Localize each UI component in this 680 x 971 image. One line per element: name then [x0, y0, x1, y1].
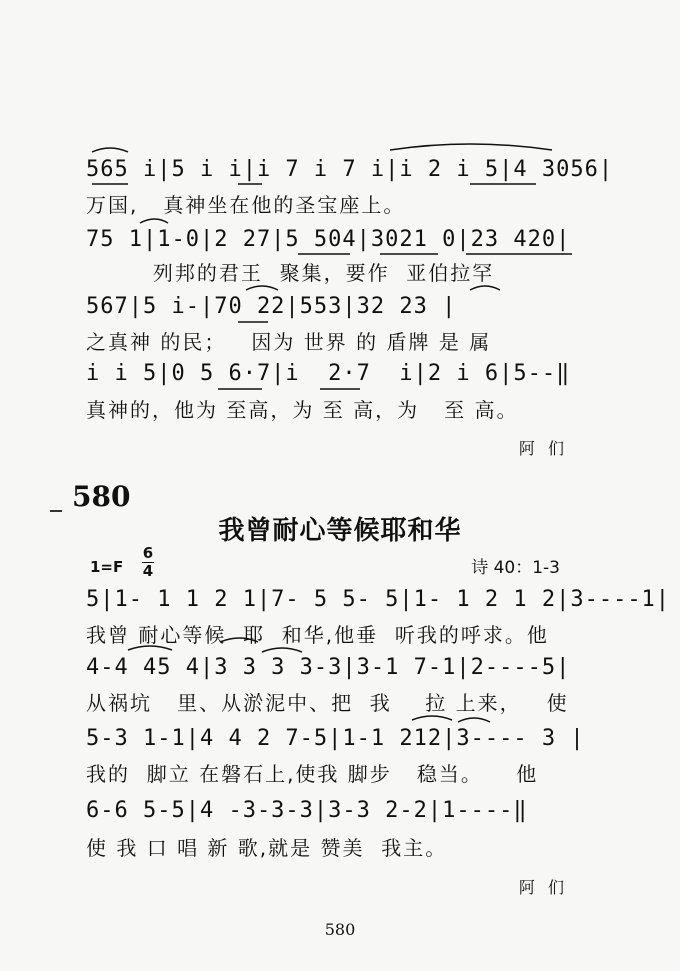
lyric-line-4: 使 我 口 唱 新 歌,就是 赞美 我主。 [86, 836, 448, 860]
slur-mark [390, 144, 552, 150]
lyric-line-prev-2: 列邦的君王 聚集，要作 亚伯拉罕 [86, 261, 495, 285]
amen-prev: 阿 们 [518, 439, 568, 458]
notation-line-prev-3: 567|5 i-|70 22|553|32 23 | [86, 294, 457, 319]
slur-mark [246, 286, 278, 290]
key-signature: 1=F [90, 558, 124, 576]
notation-line-1: 5|1- 1 1 2 1|7- 5 5- 5|1- 1 2 1 2|3----1| [86, 587, 671, 612]
time-signature-bottom: 4 [142, 562, 154, 580]
slur-mark [458, 718, 490, 722]
notation-line-2: 4-4 45 4|3 3 3 3-3|3-1 7-1|2----5| [86, 655, 571, 680]
lyric-line-prev-4: 真神的，他为 至高，为 至 高，为 至 高。 [86, 398, 519, 422]
slur-mark [470, 286, 500, 290]
notation-line-4: 6-6 5-5|4 -3-3-3|3-3 2-2|1----‖ [86, 798, 528, 823]
amen: 阿 们 [518, 878, 568, 897]
page-number: 580 [324, 920, 356, 939]
notation-line-prev-2: 75 1|1-0|2 27|5 504|3021 0|23 420| [86, 227, 571, 252]
notation-line-prev-1: 565 i|5 i i|i 7 i 7 i|i 2 i 5|4 3056| [86, 157, 614, 182]
lyric-line-3: 我的 脚立 在磐石上,使我 脚步 稳当。 他 [86, 762, 539, 786]
slur-mark [412, 716, 452, 720]
scripture-reference: 诗 40：1-3 [471, 558, 560, 578]
slur-mark [140, 219, 168, 223]
notation-line-prev-4: i i 5|0 5 6·7|i 2·7 i|2 i 6|5--‖ [86, 361, 571, 386]
hymn-title: 我曾耐心等候耶和华 [218, 516, 462, 546]
slur-mark [262, 648, 302, 652]
lyric-line-1: 我曾 耐心等候 耶 和华,他垂 听我的呼求。他 [86, 623, 549, 647]
slur-mark [128, 646, 172, 650]
lyric-line-prev-3: 之真神 的民； 因为 世界 的 盾牌 是 属 [86, 330, 492, 354]
lyric-line-prev-1: 万国, 真神坐在他的圣宝座上。 [86, 193, 406, 217]
slur-mark [92, 148, 128, 152]
slur-mark [220, 638, 258, 642]
hymn-number: 580 [72, 480, 131, 513]
time-signature-top: 6 [142, 544, 154, 562]
notation-line-3: 5-3 1-1|4 4 2 7-5|1-1 212|3---- 3 | [86, 726, 585, 751]
lyric-line-2: 从祸坑 里、从淤泥中、把 我 拉 上来， 使 [86, 691, 569, 715]
